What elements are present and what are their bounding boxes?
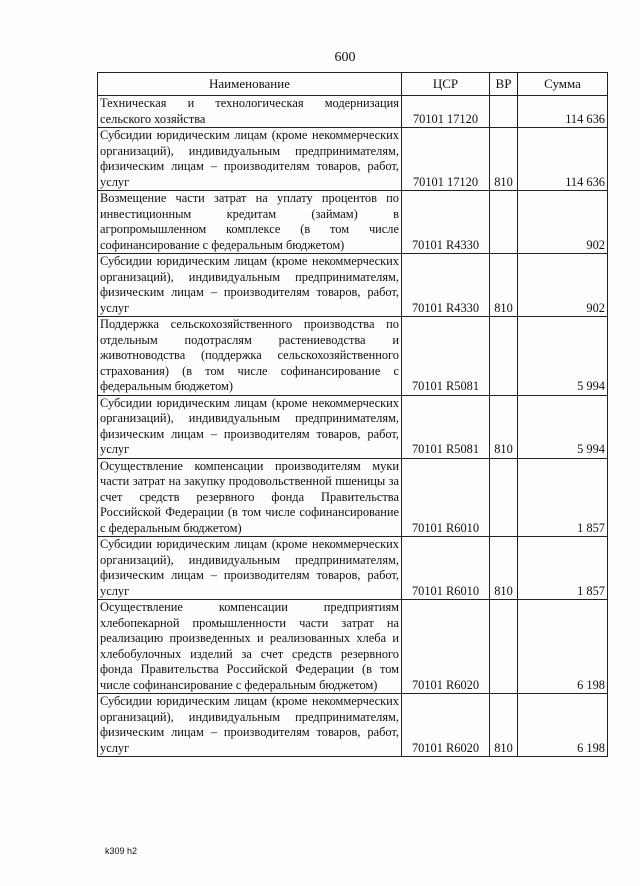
row-name-cell: Поддержка сельскохозяйственного производства по отдельным подотраслям растениеводства и животноводства (поддержка сельскохозяйственного страхования) (в том числе софинансирование с федеральным бюджетом) bbox=[98, 317, 402, 396]
footer-mark: k309 h2 bbox=[105, 846, 138, 856]
row-sum-cell: 114 636 bbox=[518, 96, 608, 128]
row-sum-cell: 114 636 bbox=[518, 128, 608, 191]
row-vr-cell: 810 bbox=[490, 537, 518, 600]
row-vr-cell: 810 bbox=[490, 694, 518, 757]
table-row bbox=[98, 96, 608, 128]
row-csr-cell: 70101 R6010 bbox=[402, 537, 490, 600]
table-row bbox=[98, 128, 608, 191]
row-csr-cell: 70101 R6010 bbox=[402, 458, 490, 537]
row-vr-cell: 810 bbox=[490, 254, 518, 317]
row-csr-cell: 70101 R6020 bbox=[402, 600, 490, 694]
table-row bbox=[98, 254, 608, 317]
row-name-cell: Субсидии юридическим лицам (кроме некоммерческих организаций), индивидуальным предпринимателям, физическим лицам – производителям товаров, работ, услуг bbox=[98, 254, 402, 317]
table-row bbox=[98, 458, 608, 537]
row-sum-cell: 6 198 bbox=[518, 600, 608, 694]
header-csr: ЦСР bbox=[402, 73, 490, 96]
table-row bbox=[98, 317, 608, 396]
page-number: 600 bbox=[334, 50, 356, 65]
row-sum-cell: 1 857 bbox=[518, 537, 608, 600]
header-name: Наименование bbox=[98, 73, 402, 96]
table-row bbox=[98, 537, 608, 600]
row-vr-cell: 810 bbox=[490, 128, 518, 191]
row-csr-cell: 70101 R6020 bbox=[402, 694, 490, 757]
row-name-cell: Возмещение части затрат на уплату процентов по инвестиционным кредитам (займам) в агропромышленном комплексе (в том числе софинансирование с федеральным бюджетом) bbox=[98, 191, 402, 254]
row-name-cell: Осуществление компенсации предприятиям хлебопекарной промышленности части затрат на реализацию произведенных и реализованных хлеба и хлебобулочных изделий за счет средств резервного фонда Правительства Российской Федерации (в том числе софинансирование с федеральным бюджетом) bbox=[98, 600, 402, 694]
row-sum-cell: 1 857 bbox=[518, 458, 608, 537]
row-csr-cell: 70101 17120 bbox=[402, 96, 490, 128]
row-vr-cell bbox=[490, 600, 518, 694]
row-vr-cell bbox=[490, 458, 518, 537]
row-name-cell: Техническая и технологическая модернизация сельского хозяйства bbox=[98, 96, 402, 128]
row-vr-cell: 810 bbox=[490, 395, 518, 458]
table-row bbox=[98, 191, 608, 254]
row-csr-cell: 70101 R4330 bbox=[402, 191, 490, 254]
row-csr-cell: 70101 R5081 bbox=[402, 395, 490, 458]
row-name-cell: Субсидии юридическим лицам (кроме некоммерческих организаций), индивидуальным предпринимателям, физическим лицам – производителям товаров, работ, услуг bbox=[98, 395, 402, 458]
header-vr: ВР bbox=[490, 73, 518, 96]
row-name-cell: Осуществление компенсации производителям муки части затрат на закупку продовольственной пшеницы за счет средств резервного фонда Правительства Российской Федерации (в том числе софинансирование с федеральным бюджетом) bbox=[98, 458, 402, 537]
row-name-cell: Субсидии юридическим лицам (кроме некоммерческих организаций), индивидуальным предпринимателям, физическим лицам – производителям товаров, работ, услуг bbox=[98, 128, 402, 191]
row-sum-cell: 902 bbox=[518, 254, 608, 317]
row-sum-cell: 902 bbox=[518, 191, 608, 254]
row-name-cell: Субсидии юридическим лицам (кроме некоммерческих организаций), индивидуальным предпринимателям, физическим лицам – производителям товаров, работ, услуг bbox=[98, 694, 402, 757]
budget-table bbox=[97, 72, 608, 757]
row-sum-cell: 5 994 bbox=[518, 395, 608, 458]
row-csr-cell: 70101 R4330 bbox=[402, 254, 490, 317]
row-vr-cell bbox=[490, 191, 518, 254]
row-sum-cell: 6 198 bbox=[518, 694, 608, 757]
table-row bbox=[98, 600, 608, 694]
table-row bbox=[98, 694, 608, 757]
row-vr-cell bbox=[490, 317, 518, 396]
table-header-row bbox=[98, 73, 608, 96]
table-row bbox=[98, 395, 608, 458]
row-vr-cell bbox=[490, 96, 518, 128]
row-name-cell: Субсидии юридическим лицам (кроме некоммерческих организаций), индивидуальным предпринимателям, физическим лицам – производителям товаров, работ, услуг bbox=[98, 537, 402, 600]
row-sum-cell: 5 994 bbox=[518, 317, 608, 396]
row-csr-cell: 70101 R5081 bbox=[402, 317, 490, 396]
header-sum: Сумма bbox=[518, 73, 608, 96]
row-csr-cell: 70101 17120 bbox=[402, 128, 490, 191]
